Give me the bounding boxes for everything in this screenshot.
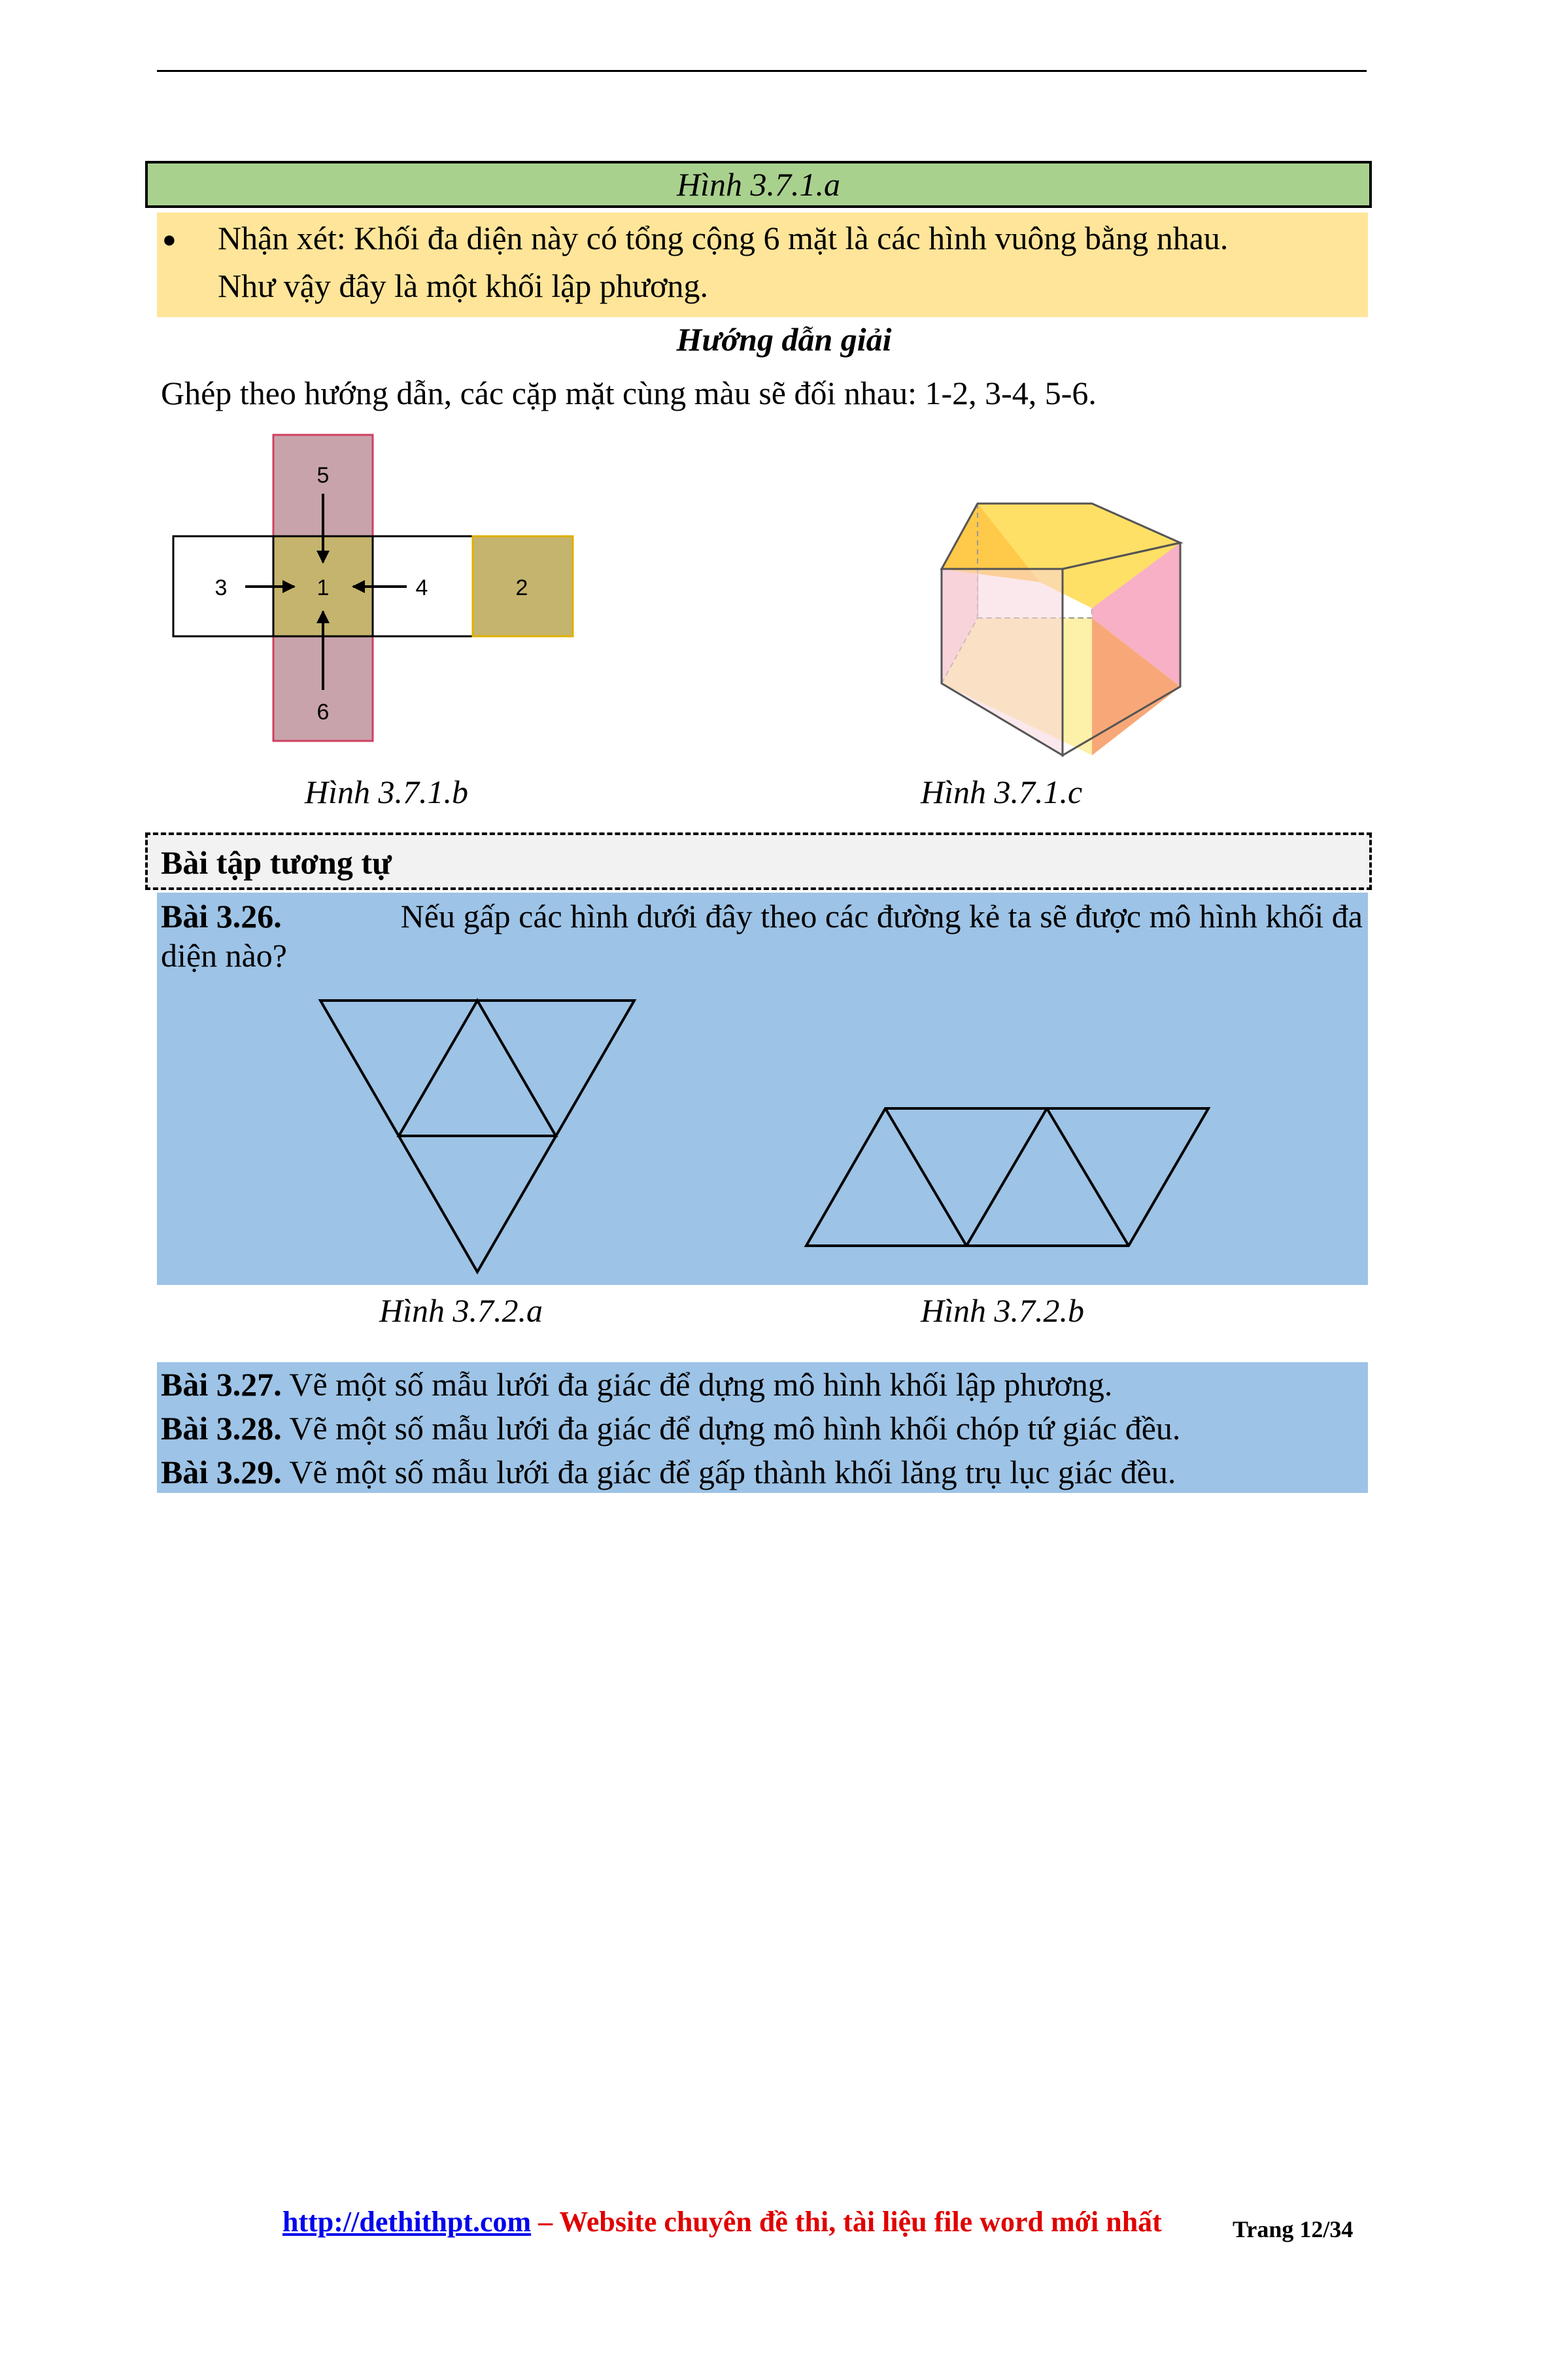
exercise-3-29-text: Vẽ một số mẫu lưới đa giác để gấp thành khối lăng trụ lục giác đều. — [289, 1454, 1176, 1490]
exercise-3-27-label: Bài 3.27. — [161, 1366, 282, 1403]
exercise-3-28 — [161, 1409, 1180, 1447]
footer-text: – Website chuyên đề thi, tài liệu file word mới nhất — [531, 2206, 1162, 2238]
exercise-3-26-line-1 — [161, 897, 1363, 935]
figure-caption: Hình 3.7.1.a — [677, 166, 840, 203]
figure-caption-bar — [145, 161, 1372, 208]
caption-fig-2a: Hình 3.7.2.a — [379, 1292, 543, 1329]
net-b-edge-3 — [1047, 1108, 1129, 1246]
caption-fig-b: Hình 3.7.1.b — [305, 774, 468, 810]
net-b-edge-1 — [885, 1108, 966, 1246]
net-label-3: 3 — [214, 575, 228, 600]
top-rule — [157, 70, 1367, 72]
net-b-edge-2 — [966, 1108, 1047, 1246]
net-label-5: 5 — [316, 463, 330, 488]
net-label-1: 1 — [316, 575, 330, 600]
exercise-3-27-text: Vẽ một số mẫu lưới đa giác để dựng mô hình khối lập phương. — [289, 1366, 1113, 1403]
page-number: Trang 12/34 — [1233, 2216, 1354, 2242]
note-line-1: Nhận xét: Khối đa diện này có tổng cộng 6 mặt là các hình vuông bằng nhau. — [218, 220, 1229, 256]
net-label-6: 6 — [316, 700, 330, 725]
caption-fig-c: Hình 3.7.1.c — [921, 774, 1083, 810]
exercise-3-28-label: Bài 3.28. — [161, 1410, 282, 1447]
exercise-3-26-text-1: Nếu gấp các hình dưới đây theo các đường kẻ ta sẽ được mô hình khối đa — [400, 898, 1363, 934]
note-line-2: Như vậy đây là một khối lập phương. — [218, 267, 708, 304]
triangle-net-a — [317, 997, 644, 1282]
triangle-net-b — [803, 1105, 1221, 1256]
net-label-2: 2 — [515, 575, 528, 600]
cube-front-face — [942, 569, 1063, 755]
footer-link[interactable]: http://dethithpt.com — [282, 2206, 532, 2238]
exercise-3-26-label: Bài 3.26. — [161, 898, 282, 934]
exercise-3-29 — [161, 1453, 1176, 1491]
exercise-3-28-text: Vẽ một số mẫu lưới đa giác để dựng mô hình khối chóp tứ giác đều. — [289, 1410, 1181, 1447]
exercise-3-29-label: Bài 3.29. — [161, 1454, 282, 1490]
footer — [282, 2205, 1162, 2238]
bullet-icon: ● — [162, 226, 177, 252]
guide-text: Ghép theo hướng dẫn, các cặp mặt cùng màu sẽ đối nhau: 1-2, 3-4, 5-6. — [161, 375, 1097, 411]
exercise-3-27 — [161, 1365, 1112, 1403]
net-a-inner-triangle — [399, 1001, 556, 1136]
net-label-4: 4 — [415, 575, 428, 600]
guide-title: Hướng dẫn giải — [676, 321, 892, 358]
caption-fig-2b: Hình 3.7.2.b — [921, 1292, 1084, 1329]
cube-3d-figure — [929, 497, 1190, 759]
exercise-3-26-text-2: diện nào? — [161, 937, 287, 974]
similar-exercises-title: Bài tập tương tự — [161, 844, 392, 881]
cube-net-figure — [163, 432, 588, 745]
